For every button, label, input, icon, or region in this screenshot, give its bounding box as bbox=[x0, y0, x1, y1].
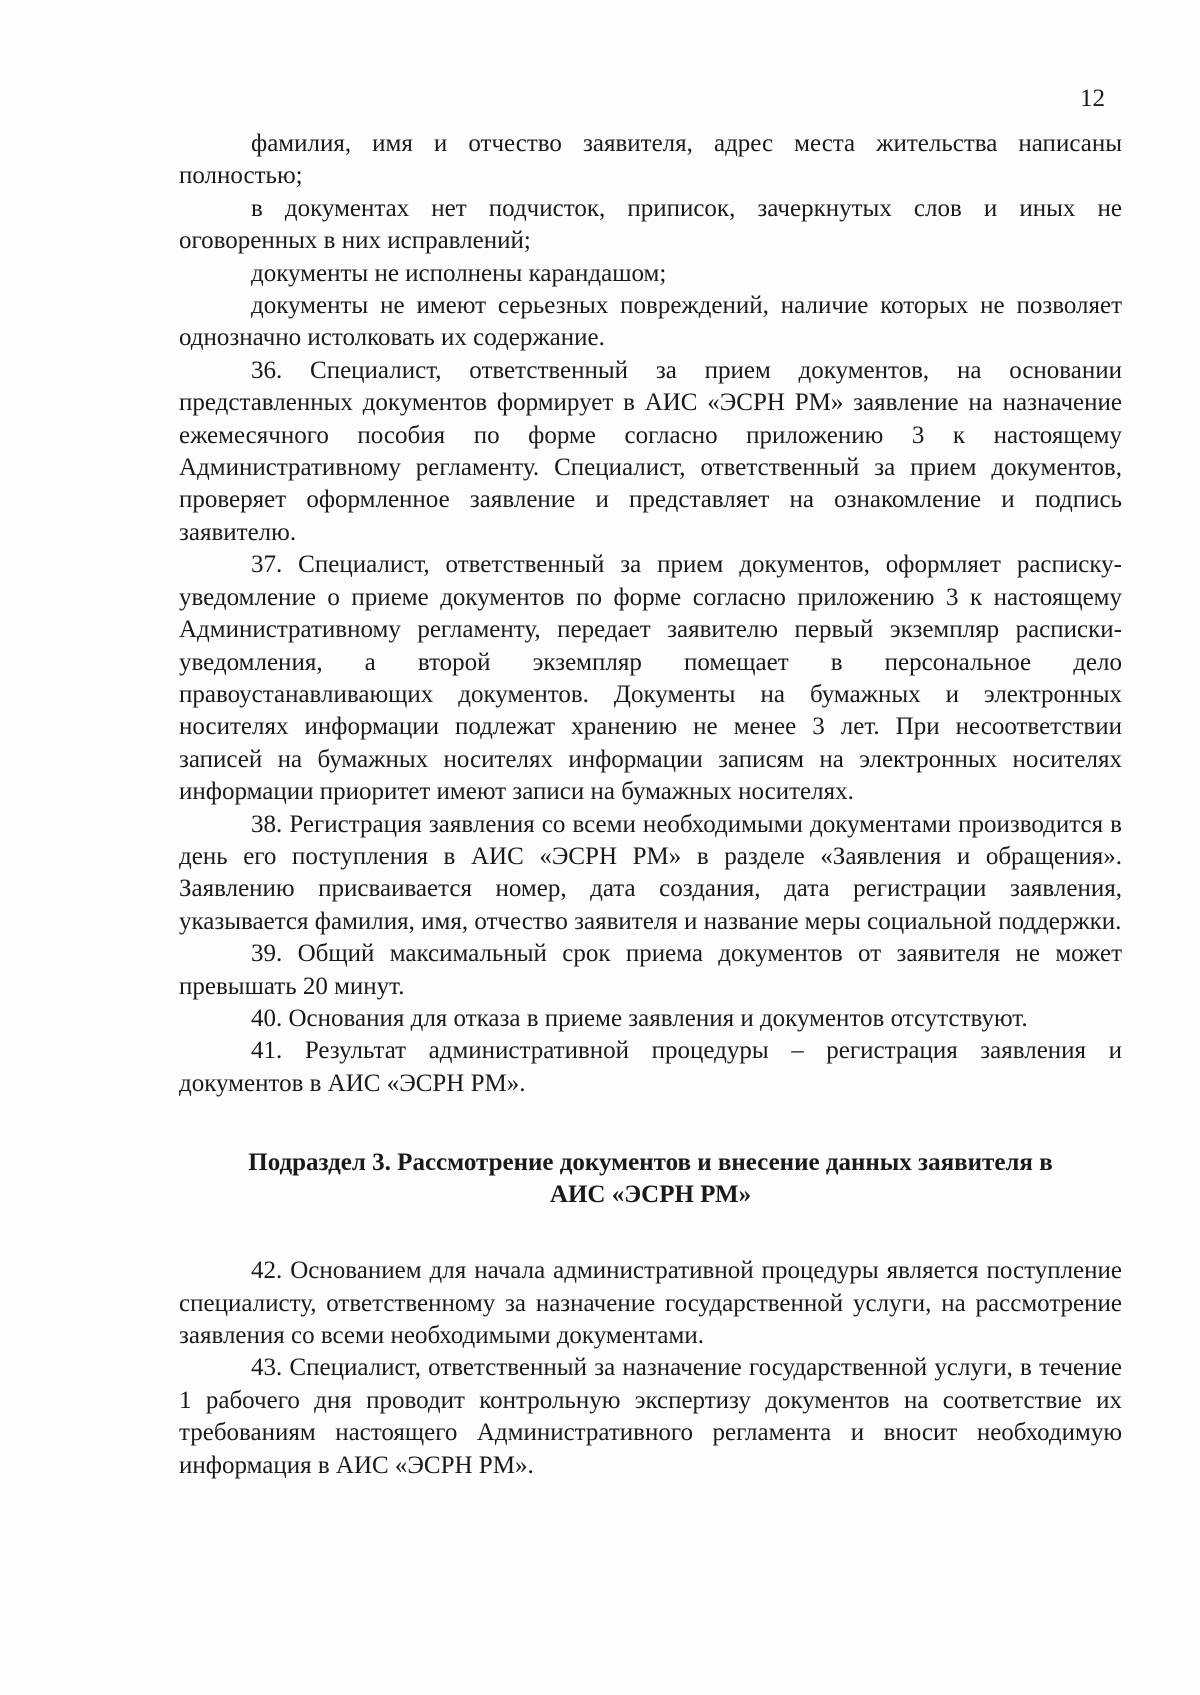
page-number: 12 bbox=[1080, 85, 1105, 112]
paragraph-38: 38. Регистрация заявления со всеми необходимыми документами производится в день его поступления в АИС «ЭСРН РМ» в разделе «Заявления и обращения». Заявлению присваивается номер, дата создания, дата регистрации заявления, указывается фамилия, имя, отчество заявителя и название меры социальной поддержки. bbox=[179, 810, 1122, 935]
paragraph: фамилия, имя и отчество заявителя, адрес места жительства написаны полностью; bbox=[179, 130, 1122, 190]
paragraph-39: 39. Общий максимальный срок приема документов от заявителя не может превышать 20 минут. bbox=[179, 940, 1122, 1000]
paragraph: в документах нет подчисток, приписок, зачеркнутых слов и иных не оговоренных в них исправлений; bbox=[179, 194, 1122, 255]
paragraph-36: 36. Специалист, ответственный за прием документов, на основании представленных документов формирует в АИС «ЭСРН РМ» заявление на назначение ежемесячного пособия по форме согласно приложению 3 к настоящему Административному регламенту. Специалист, ответственный за прием документов, проверяет оформленное заявление и представляет на ознакомление и подпись заявителю. bbox=[179, 356, 1122, 546]
paragraph-41: 41. Результат административной процедуры – регистрация заявления и документов в АИС «ЭСРН РМ». bbox=[179, 1037, 1122, 1097]
section-heading-line2: АИС «ЭСРН РМ» bbox=[549, 1181, 752, 1209]
paragraph-43: 43. Специалист, ответственный за назначение государственной услуги, в течение 1 рабочего дня проводит контрольную экспертизу документов на соответствие их требованиям настоящего Административного регламента и вносит необходимую информация в АИС «ЭСРН РМ». bbox=[179, 1354, 1122, 1479]
paragraph: документы не имеют серьезных повреждений, наличие которых не позволяет однозначно истолковать их содержание. bbox=[179, 292, 1122, 352]
paragraph-42: 42. Основанием для начала административной процедуры является поступление специалисту, ответственному за назначение государственной услуги, на рассмотрение заявления со всеми необходимыми документами. bbox=[179, 1257, 1122, 1349]
document-body bbox=[179, 128, 1122, 1482]
section-heading-line1: Подраздел 3. Рассмотрение документов и внесение данных заявителя в bbox=[248, 1149, 1053, 1177]
paragraph: документы не исполнены карандашом; bbox=[251, 259, 667, 287]
paragraph-40: 40. Основания для отказа в приеме заявления и документов отсутствуют. bbox=[251, 1004, 1028, 1032]
section-heading bbox=[179, 1147, 1122, 1211]
paragraph-37: 37. Специалист, ответственный за прием документов, оформляет расписку-уведомление о приеме документов по форме согласно приложению 3 к настоящему Административному регламенту, передает заявителю первый экземпляр расписки-уведомления, а второй экземпляр помещает в персональное дело правоустанавливающих документов. Документы на бумажных и электронных носителях информации подлежат хранению не менее 3 лет. При несоответствии записей на бумажных носителях информации записям на электронных носителях информации приоритет имеют записи на бумажных носителях. bbox=[179, 551, 1122, 806]
